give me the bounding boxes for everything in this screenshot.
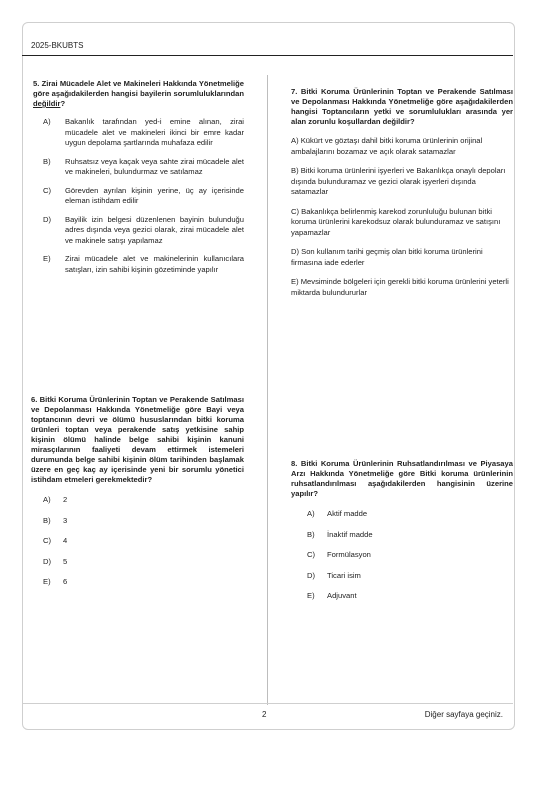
- option-b[interactable]: [43, 157, 244, 178]
- option-d[interactable]: [43, 215, 244, 247]
- option-letter: E): [43, 577, 51, 586]
- option-text: Bayilik izin belgesi düzenlenen bayinin bulunduğu adres dışında veya gezici olarak, zirai mücadele alet ve makinele satışı yapılamaz: [65, 214, 244, 245]
- option-a[interactable]: [291, 136, 513, 157]
- option-body: Bakanlıkça belirlenmiş karekod zorunluluğu bulunan bitki koruma ürünlerini karekodsuz olarak bulunduramaz ve satışını yapamazlar: [291, 206, 501, 237]
- option-e[interactable]: [43, 577, 244, 588]
- option-text: Görevden ayrılan kişinin yerine, üç ay içerisinde eleman istihdam edilir: [65, 185, 244, 205]
- question-6: [31, 395, 244, 588]
- option-letter: D): [43, 214, 52, 224]
- option-b[interactable]: [307, 530, 513, 541]
- option-d[interactable]: [43, 557, 244, 568]
- column-divider: [267, 75, 268, 705]
- option-text: [291, 166, 513, 198]
- option-body: Son kullanım tarihi geçmiş olan bitki koruma ürünlerini firmasına iade ederler: [291, 247, 483, 267]
- option-text: [291, 277, 513, 298]
- question-mark: ?: [60, 99, 66, 108]
- option-letter: C): [43, 185, 52, 195]
- option-letter: D): [291, 247, 300, 256]
- option-letter: E): [43, 254, 51, 263]
- option-text: [291, 247, 513, 268]
- option-text: Bakanlık tarafından yed-i emine alınan, zirai mücadele alet ve makineleri ikinci bir emre kadar uygun depolama şartlarında muhafaza edilir: [65, 117, 244, 147]
- option-letter: C): [43, 536, 52, 545]
- option-a[interactable]: [43, 495, 244, 506]
- option-text: 2: [63, 495, 68, 504]
- option-text: 4: [63, 536, 68, 545]
- option-text: Aktif madde: [327, 509, 368, 518]
- option-b[interactable]: [291, 166, 513, 198]
- option-text: Ruhsatsız veya kaçak veya sahte zirai mücadele alet ve makineleri, bulundurmaz ve satılamaz: [65, 156, 244, 176]
- option-e[interactable]: [307, 591, 513, 602]
- option-text: İnaktif madde: [327, 529, 373, 539]
- option-letter: A): [43, 495, 51, 504]
- next-page-note: Diğer sayfaya geçiniz.: [424, 710, 503, 719]
- option-letter: E): [307, 591, 315, 600]
- option-text: Formülasyon: [327, 550, 371, 559]
- question-number: 5.: [33, 79, 40, 88]
- question-stem: [33, 79, 244, 109]
- option-body: Bitki koruma ürünlerini işyerleri ve Bakanlıkça onaylı depoları dışında bulunduramaz ve gezici olarak işyerleri dışında satamazlar: [291, 166, 506, 196]
- option-c[interactable]: [43, 186, 244, 207]
- option-text: Adjuvant: [327, 591, 357, 600]
- option-e[interactable]: [43, 254, 244, 275]
- option-letter: B): [291, 166, 299, 175]
- option-text: [291, 207, 513, 239]
- option-body: Mevsiminde bölgeleri için gerekli bitki koruma ürünlerini yeterli miktarda bulundururlar: [291, 277, 509, 297]
- option-letter: A): [307, 509, 315, 518]
- option-text: 3: [63, 515, 68, 525]
- option-text: Ticari isim: [327, 570, 361, 580]
- option-letter: C): [291, 206, 300, 216]
- footer-divider: [22, 703, 513, 704]
- option-letter: B): [43, 515, 51, 525]
- option-letter: B): [307, 529, 315, 539]
- option-e[interactable]: [291, 277, 513, 298]
- question-8: [291, 459, 513, 602]
- option-b[interactable]: [43, 516, 244, 527]
- option-a[interactable]: [43, 117, 244, 149]
- option-letter: A): [291, 136, 299, 145]
- option-d[interactable]: [307, 571, 513, 582]
- option-letter: D): [43, 556, 52, 566]
- option-body: Kükürt ve göztaşı dahil bitki koruma ürünlerinin orijinal ambalajlarını bozamaz ve açık olarak satamazlar: [291, 136, 483, 156]
- question-stem: [291, 87, 513, 127]
- option-text: Zirai mücadele alet ve makinelerinin kullanıcılara satışları, izin sahibi kişinin gözetiminde yapılır: [65, 254, 244, 274]
- option-text: 5: [63, 556, 68, 566]
- header-divider: [22, 55, 513, 56]
- question-number: 6.: [31, 395, 38, 404]
- option-text: [291, 136, 513, 157]
- option-letter: A): [43, 117, 51, 126]
- page-number: 2: [262, 710, 267, 719]
- option-letter: C): [307, 550, 316, 559]
- question-stem: [291, 459, 513, 499]
- option-c[interactable]: [307, 550, 513, 561]
- option-c[interactable]: [43, 536, 244, 547]
- option-a[interactable]: [307, 509, 513, 520]
- question-text: Bitki Koruma Ürünlerinin Toptan ve Perakende Satılması ve Depolanması Hakkında Yönetmeliğe göre Bayi veya toptancının devri ve ölümü hususlarından bitki koruma ürünleri toptan veya perakende satış yetkisine sahip kişinin ölümü halinde belge sahibi kişinin kanuni mirasçılarının faaliyeti devam ettirmek istemeleri durumunda belge sahibi kişinin ölüm tarihinden başlamak üzere en geç kaç ay içerisinde yeni bir sorumlu yönetici istihdam etmeleri gerekmektedir?: [31, 395, 244, 484]
- question-stem: [31, 395, 244, 485]
- question-text: Bitki Koruma Ürünlerinin Ruhsatlandırılması ve Piyasaya Arzı Hakkında Yönetmeliğe göre Bitki koruma ürünlerinin ruhsatlandırılması aşağıdakilerden hangisinin üzerine yapılır?: [291, 459, 513, 498]
- option-letter: B): [43, 156, 51, 166]
- question-number: 7.: [291, 87, 298, 96]
- question-text: Zirai Mücadele Alet ve Makineleri Hakkında Yönetmeliğe göre aşağıdakilerden hangisi bayilerin sorumluluklarından: [33, 79, 244, 98]
- option-letter: D): [307, 570, 316, 580]
- option-text: 6: [63, 577, 68, 586]
- question-5: [33, 79, 244, 275]
- question-number: 8.: [291, 459, 298, 468]
- emphasized-word: değildir: [33, 99, 61, 108]
- option-letter: E): [291, 277, 299, 286]
- option-d[interactable]: [291, 247, 513, 268]
- option-c[interactable]: [291, 207, 513, 239]
- question-text: Bitki Koruma Ürünlerinin Toptan ve Perakende Satılması ve Depolanması Hakkında Yönetmeliğe göre aşağıdakilerden hangisi Toptancıların yetki ve sorumlulukları arasında yer alan zorunlu koşullardan değildir?: [291, 87, 513, 126]
- question-7: [291, 87, 513, 298]
- exam-code: 2025-BKUBTS: [31, 41, 84, 50]
